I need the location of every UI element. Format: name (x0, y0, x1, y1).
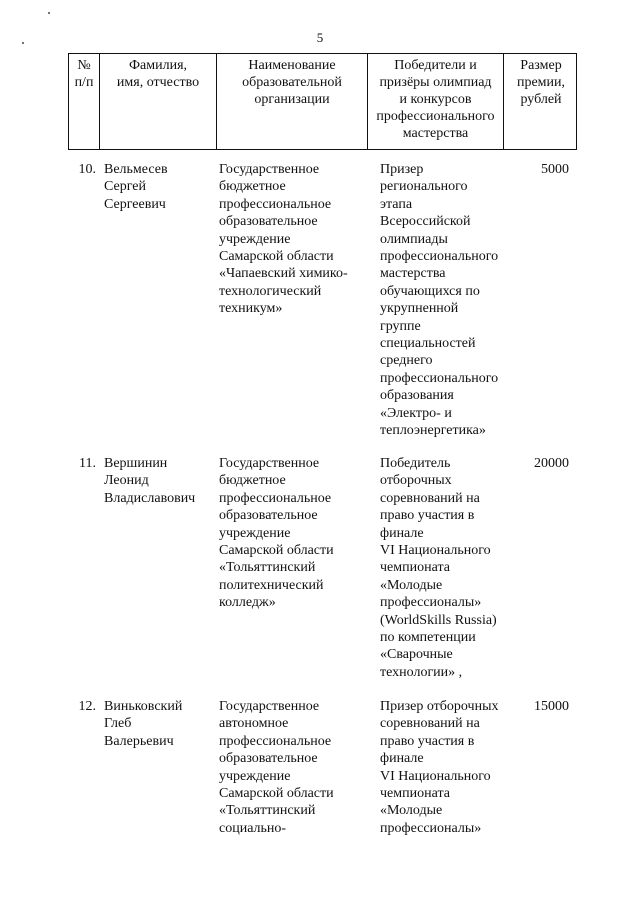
person-name: Вельмесев Сергей Сергеевич (104, 162, 168, 212)
header-prize: Размер премии, рублей (503, 54, 578, 149)
table-row (68, 698, 577, 837)
person-name: Виньковский Глеб Валерьевич (104, 699, 183, 749)
row-number: 11. (79, 456, 96, 471)
prize-amount: 5000 (541, 162, 569, 177)
scan-speck (48, 12, 50, 14)
row-number: 12. (78, 699, 96, 714)
organization: Государственное автономное профессиональное образовательное учреждение Самарской области «Тольяттинский социально- (219, 699, 334, 836)
header-organization: Наименование образовательной организации (216, 54, 367, 149)
organization: Государственное бюджетное профессиональное образовательное учреждение Самарской области «Чапаевский химико- технологический техникум» (219, 162, 348, 317)
awards-table (68, 53, 577, 836)
page-number: 5 (316, 30, 324, 45)
person-name: Вершинин Леонид Владиславович (104, 456, 196, 506)
table-header (68, 53, 577, 150)
achievement: Призер отборочных соревнований на право участия в финале VI Национального чемпионата «Молодые профессионалы» (380, 699, 499, 836)
row-number: 10. (78, 162, 96, 177)
header-number: № п/п (74, 58, 94, 90)
header-full-name: Фамилия, имя, отчество (99, 54, 216, 149)
achievement: Победитель отборочных соревнований на право участия в финале VI Национального чемпионата «Молодые профессионалы» (WorldSkills Russia) по компетенции «Сварочные технологии» , (380, 456, 497, 680)
prize-amount: 15000 (534, 699, 569, 714)
header-winners: Победители и призёры олимпиад и конкурсов профессионального мастерства (367, 54, 503, 149)
prize-amount: 20000 (534, 456, 569, 471)
organization: Государственное бюджетное профессиональное образовательное учреждение Самарской области «Тольяттинский политехнический колледж» (219, 456, 334, 611)
table-row (68, 161, 577, 440)
achievement: Призер регионального этапа Всероссийской олимпиады профессионального мастерства обучающихся по укрупненной группе специальностей среднего профессионального образования «Электро- и теплоэнергетика» (380, 162, 499, 439)
table-row (68, 455, 577, 681)
